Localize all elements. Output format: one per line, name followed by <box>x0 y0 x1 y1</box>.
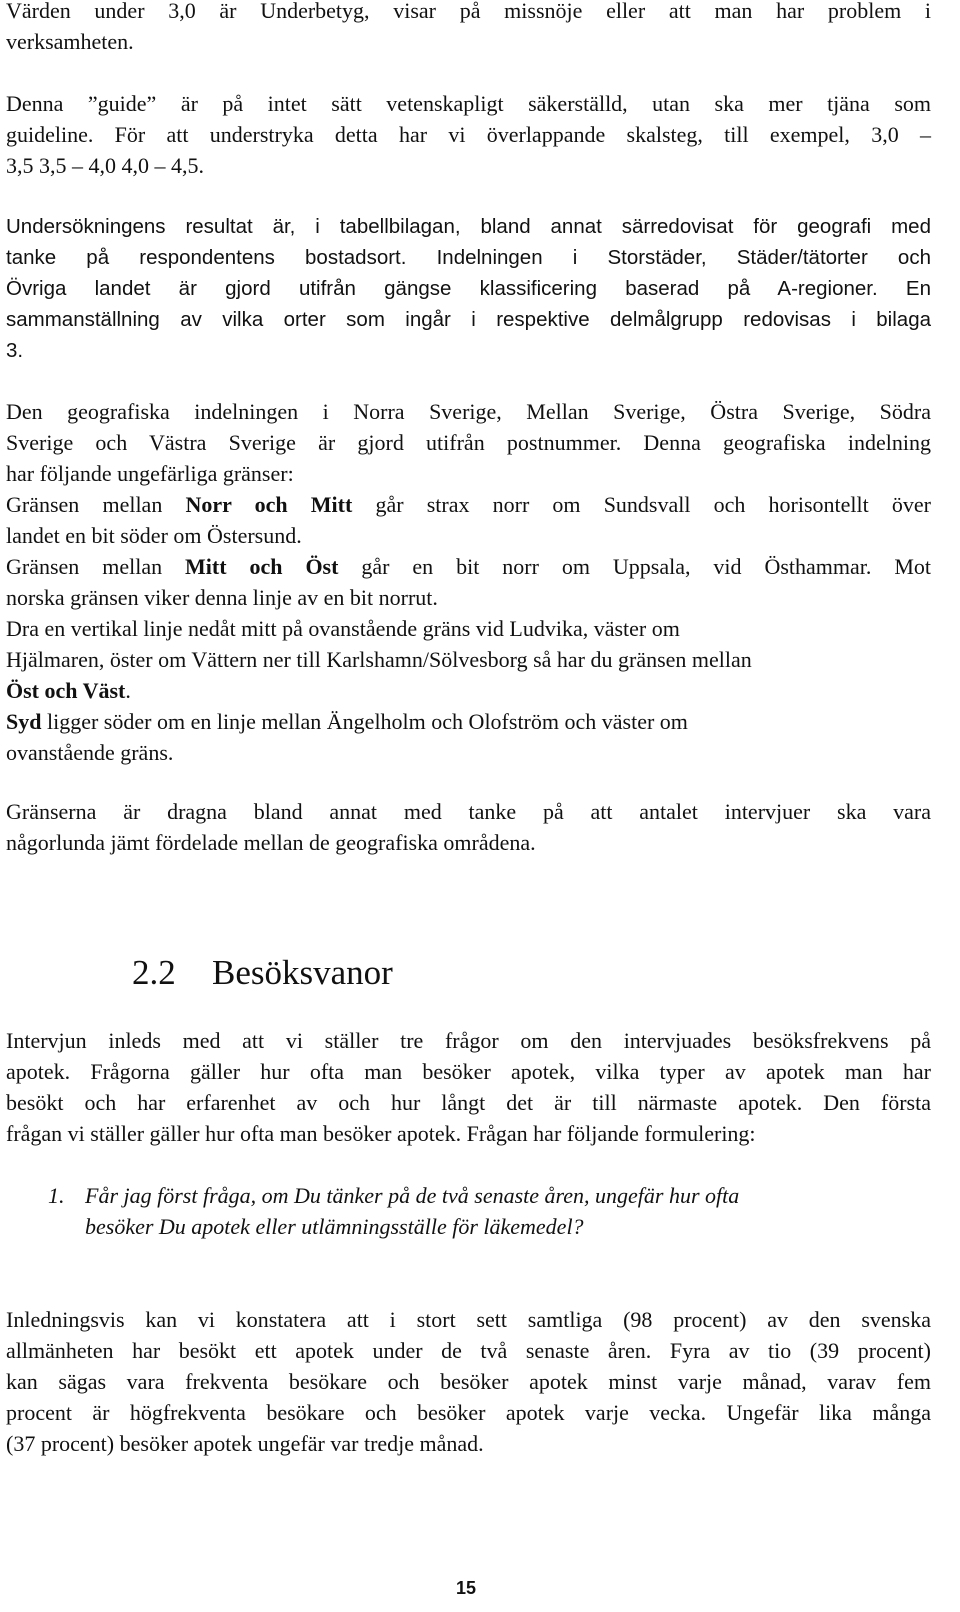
bold-region-name: Syd <box>6 709 42 734</box>
text-line <box>6 675 931 706</box>
text-line: Intervjun inleds med att vi ställer tre frågor om den intervjuades besöksfrekvens på <box>6 1028 931 1053</box>
text-line <box>6 551 931 582</box>
text-line: landet en bit söder om Östersund. <box>6 523 302 548</box>
question-text <box>85 1180 933 1242</box>
text-fragment: Gränsen mellan <box>6 492 186 517</box>
text-line: frågan vi ställer gäller hur ofta man besöker apotek. Frågan har följande formulering: <box>6 1121 756 1146</box>
text-line: Övriga landet är gjord utifrån gängse klassificering baserad på A-regioner. En <box>6 277 931 300</box>
text-line: Värden under 3,0 är Underbetyg, visar på missnöje eller att man har problem i <box>6 0 931 23</box>
text-line: norska gränsen viker denna linje av en bit norrut. <box>6 585 438 610</box>
text-line: (37 procent) besöker apotek ungefär var tredje månad. <box>6 1431 484 1456</box>
text-fragment: Gränsen mellan <box>6 554 186 579</box>
text-line: Gränserna är dragna bland annat med tanke på att antalet intervjuer ska vara <box>6 799 931 824</box>
text-line: Får jag först fråga, om Du tänker på de två senaste åren, ungefär hur ofta <box>85 1183 740 1208</box>
page-number: 15 <box>455 1578 477 1598</box>
question-number: 1. <box>48 1183 65 1208</box>
text-line: besökt och har erfarenhet av och hur långt det är till närmaste apotek. Den första <box>6 1090 931 1115</box>
text-line: procent är högfrekventa besökare och besöker apotek varje vecka. Ungefär lika många <box>6 1400 931 1425</box>
text-line: Sverige och Västra Sverige är gjord utifrån postnummer. Denna geografiska indelning <box>6 430 931 455</box>
text-line: Undersökningens resultat är, i tabellbilagan, bland annat särredovisat för geografi med <box>6 215 931 238</box>
text-line <box>6 706 931 737</box>
paragraph-interview-intro <box>6 1025 931 1149</box>
paragraph-results-geography <box>6 211 931 366</box>
text-line: apotek. Frågorna gäller hur ofta man besöker apotek, vilka typer av apotek man har <box>6 1059 931 1084</box>
text-line <box>6 489 931 520</box>
text-line: 3. <box>6 339 24 362</box>
section-title: Besöksvanor <box>212 953 393 992</box>
bold-region-name: Norr och Mitt <box>185 492 353 517</box>
paragraph-guide-disclaimer <box>6 88 931 181</box>
text-line: besöker Du apotek eller utlämningsställe för läkemedel? <box>85 1214 584 1239</box>
text-line: ovanstående gräns. <box>6 740 174 765</box>
text-fragment: ligger söder om en linje mellan Ängelholm och Olofström och väster om <box>41 709 688 734</box>
text-line: verksamheten. <box>6 29 134 54</box>
section-number: 2.2 <box>132 953 176 992</box>
paragraph-visit-results <box>6 1304 931 1459</box>
text-line: någorlunda jämt fördelade mellan de geografiska områdena. <box>6 830 536 855</box>
text-fragment: . <box>125 678 131 703</box>
paragraph-interview-distribution <box>6 796 931 858</box>
section-heading <box>132 948 393 998</box>
text-fragment: går strax norr om Sundsvall och horisontellt över <box>352 492 931 517</box>
text-line: kan sägas vara frekventa besökare och besöker apotek minst varje månad, varav fem <box>6 1369 931 1394</box>
text-line: guideline. För att understryka detta har vi överlappande skalsteg, till exempel, 3,0 – <box>6 122 931 147</box>
paragraph-rating-scale <box>6 0 931 57</box>
text-line: sammanställning av vilka orter som ingår i respektive delmålgrupp redovisas i bilaga <box>6 308 931 331</box>
text-fragment: går en bit norr om Uppsala, vid Östhammar. Mot <box>338 554 932 579</box>
text-line: har följande ungefärliga gränser: <box>6 461 294 486</box>
text-line: Den geografiska indelningen i Norra Sverige, Mellan Sverige, Östra Sverige, Södra <box>6 399 931 424</box>
paragraph-regional-borders <box>6 396 931 768</box>
text-line: Dra en vertikal linje nedåt mitt på ovanstående gräns vid Ludvika, väster om <box>6 616 680 641</box>
bold-region-name: Öst och Väst <box>6 678 126 703</box>
text-line: 3,5 3,5 – 4,0 4,0 – 4,5. <box>6 153 204 178</box>
bold-region-name: Mitt och Öst <box>185 554 339 579</box>
text-line: Inledningsvis kan vi konstatera att i stort sett samtliga (98 procent) av den svenska <box>6 1307 931 1332</box>
text-line: tanke på respondentens bostadsort. Indelningen i Storstäder, Städer/tätorter och <box>6 246 931 269</box>
text-line: Denna ”guide” är på intet sätt vetenskapligt säkerställd, utan ska mer tjäna som <box>6 91 931 116</box>
text-line: allmänheten har besökt ett apotek under de två senaste åren. Fyra av tio (39 procent) <box>6 1338 931 1363</box>
text-line: Hjälmaren, öster om Vättern ner till Karlshamn/Sölvesborg så har du gränsen mellan <box>6 647 752 672</box>
